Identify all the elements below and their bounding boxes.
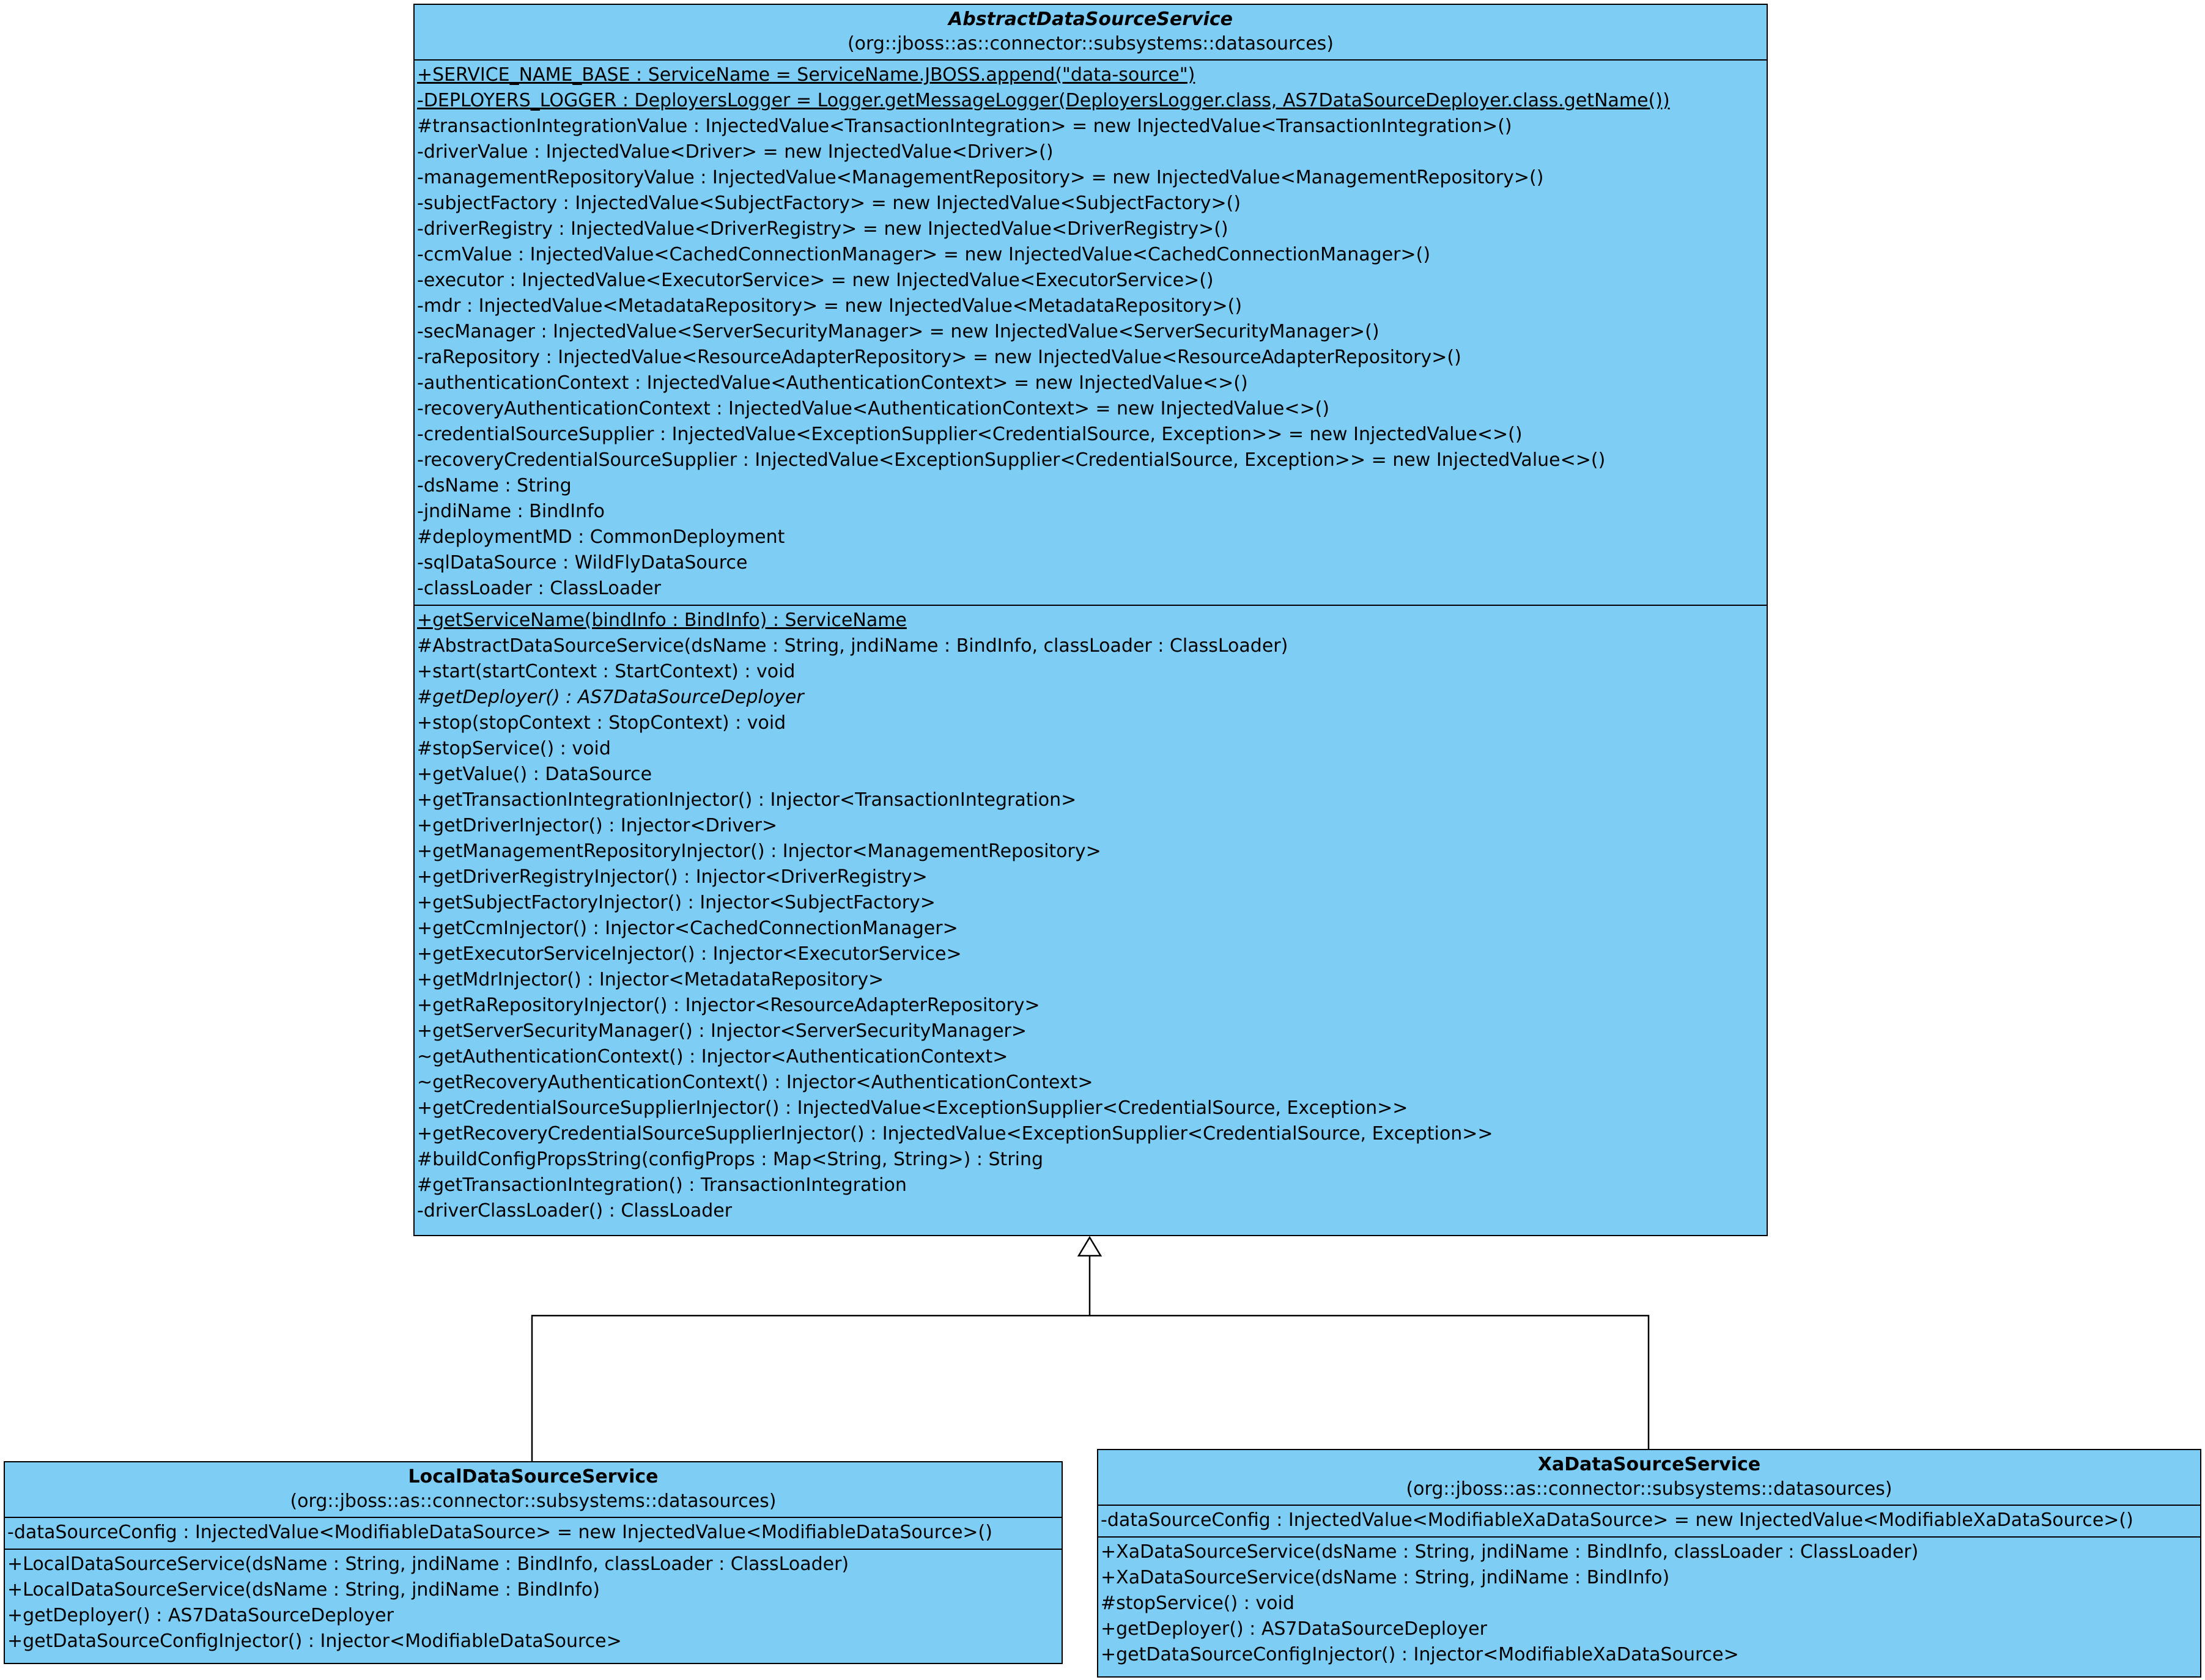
operation-row: +start(startContext : StartContext) : void [417, 661, 796, 682]
operation-row: #stopService() : void [1101, 1593, 1295, 1614]
operation-row: +getServiceName(bindInfo : BindInfo) : ServiceName [417, 610, 907, 631]
class-abstract-data-source-service[interactable] [413, 4, 1768, 1236]
attribute-row: #deploymentMD : CommonDeployment [417, 526, 785, 548]
operation-row: +getSubjectFactoryInjector() : Injector<SubjectFactory> [417, 892, 936, 913]
operation-row: +getDriverInjector() : Injector<Driver> [417, 815, 778, 836]
generalization-line-local [532, 1256, 1090, 1461]
attribute-row: #transactionIntegrationValue : InjectedValue<TransactionIntegration> = new InjectedValue<TransactionIntegration>() [417, 116, 1512, 137]
operation-row: +getTransactionIntegrationInjector() : Injector<TransactionIntegration> [417, 789, 1077, 811]
operation-row: #getTransactionIntegration() : TransactionIntegration [417, 1174, 907, 1196]
operations-compartment [415, 606, 1767, 1227]
operation-row: +stop(stopContext : StopContext) : void [417, 712, 786, 734]
operation-row: +getDeployer() : AS7DataSourceDeployer [7, 1605, 394, 1626]
class-local-data-source-service[interactable] [4, 1461, 1063, 1664]
attribute-row: -jndiName : BindInfo [417, 501, 605, 522]
attributes-compartment [415, 61, 1767, 606]
class-header [415, 5, 1767, 61]
class-package: (org::jboss::as::connector::subsystems::datasources) [847, 33, 1334, 54]
operation-row: +getDataSourceConfigInjector() : Injector<ModifiableXaDataSource> [1101, 1644, 1739, 1665]
operation-row: +getManagementRepositoryInjector() : Injector<ManagementRepository> [417, 841, 1101, 862]
attribute-row: -subjectFactory : InjectedValue<SubjectFactory> = new InjectedValue<SubjectFactory>() [417, 193, 1241, 214]
attribute-row: -raRepository : InjectedValue<ResourceAdapterRepository> = new InjectedValue<ResourceAdapterRepository>() [417, 347, 1461, 368]
class-name: LocalDataSourceService [408, 1466, 659, 1487]
operation-row: -driverClassLoader() : ClassLoader [417, 1200, 733, 1221]
operation-row: +XaDataSourceService(dsName : String, jndiName : BindInfo, classLoader : ClassLoader) [1101, 1541, 1919, 1563]
attributes-compartment [1098, 1506, 2200, 1538]
operations-compartment [1098, 1538, 2200, 1671]
operation-row: +getCredentialSourceSupplierInjector() : InjectedValue<ExceptionSupplier<CredentialSource, Exception>> [417, 1097, 1408, 1119]
attribute-row: -DEPLOYERS_LOGGER : DeployersLogger = Logger.getMessageLogger(DeployersLogger.class, AS7DataSourceDeployer.class.getName()) [417, 90, 1670, 111]
operation-row: #AbstractDataSourceService(dsName : String, jndiName : BindInfo, classLoader : ClassLoader) [417, 635, 1288, 657]
attribute-row: -dataSourceConfig : InjectedValue<ModifiableDataSource> = new InjectedValue<ModifiableDataSource>() [7, 1522, 992, 1543]
class-package: (org::jboss::as::connector::subsystems::datasources) [1406, 1478, 1893, 1500]
operation-row: +LocalDataSourceService(dsName : String, jndiName : BindInfo) [7, 1579, 600, 1601]
attribute-row: -executor : InjectedValue<ExecutorService> = new InjectedValue<ExecutorService>() [417, 270, 1214, 291]
operation-row: +getDataSourceConfigInjector() : Injector<ModifiableDataSource> [7, 1630, 622, 1652]
class-header [5, 1462, 1062, 1518]
operations-compartment [5, 1550, 1062, 1657]
attribute-row: -managementRepositoryValue : InjectedValue<ManagementRepository> = new InjectedValue<ManagementRepository>() [417, 167, 1544, 188]
generalization-arrowhead [1079, 1237, 1101, 1256]
operation-row: +XaDataSourceService(dsName : String, jndiName : BindInfo) [1101, 1567, 1670, 1588]
operation-row: #stopService() : void [417, 738, 611, 759]
attributes-compartment [5, 1518, 1062, 1550]
operation-row: #buildConfigPropsString(configProps : Map<String, String>) : String [417, 1149, 1044, 1170]
attribute-row: -dataSourceConfig : InjectedValue<ModifiableXaDataSource> = new InjectedValue<ModifiableXaDataSource>() [1101, 1509, 2133, 1531]
attribute-row: -ccmValue : InjectedValue<CachedConnectionManager> = new InjectedValue<CachedConnectionManager>() [417, 244, 1431, 265]
operation-row: +getCcmInjector() : Injector<CachedConnectionManager> [417, 918, 958, 939]
attribute-row: -driverValue : InjectedValue<Driver> = new InjectedValue<Driver>() [417, 141, 1054, 163]
operation-row: +getServerSecurityManager() : Injector<ServerSecurityManager> [417, 1020, 1027, 1042]
attribute-row: -sqlDataSource : WildFlyDataSource [417, 552, 748, 573]
attribute-row: -credentialSourceSupplier : InjectedValue<ExceptionSupplier<CredentialSource, Exception>> = new InjectedValue<>() [417, 424, 1523, 445]
attribute-row: -mdr : InjectedValue<MetadataRepository> = new InjectedValue<MetadataRepository>() [417, 295, 1243, 317]
class-xa-data-source-service[interactable] [1097, 1449, 2201, 1678]
attribute-row: -recoveryCredentialSourceSupplier : InjectedValue<ExceptionSupplier<CredentialSource, Exception>> = new InjectedValue<>() [417, 449, 1606, 471]
class-name: AbstractDataSourceService [948, 9, 1233, 30]
attribute-row: -authenticationContext : InjectedValue<AuthenticationContext> = new InjectedValue<>() [417, 372, 1248, 394]
operation-row: #getDeployer() : AS7DataSourceDeployer [417, 687, 804, 708]
class-name: XaDataSourceService [1537, 1454, 1761, 1475]
operation-row: +LocalDataSourceService(dsName : String, jndiName : BindInfo, classLoader : ClassLoader) [7, 1553, 849, 1575]
attribute-row: -dsName : String [417, 475, 572, 496]
operation-row: +getMdrInjector() : Injector<MetadataRepository> [417, 969, 884, 990]
operation-row: ~getRecoveryAuthenticationContext() : Injector<AuthenticationContext> [417, 1072, 1093, 1093]
operation-row: +getValue() : DataSource [417, 764, 652, 785]
attribute-row: -driverRegistry : InjectedValue<DriverRegistry> = new InjectedValue<DriverRegistry>() [417, 218, 1228, 240]
operation-row: +getExecutorServiceInjector() : Injector<ExecutorService> [417, 943, 962, 965]
generalization-line-xa [1090, 1316, 1649, 1449]
attribute-row: +SERVICE_NAME_BASE : ServiceName = ServiceName.JBOSS.append("data-source") [417, 64, 1195, 86]
operation-row: +getDeployer() : AS7DataSourceDeployer [1101, 1618, 1487, 1640]
operation-row: +getDriverRegistryInjector() : Injector<DriverRegistry> [417, 866, 928, 888]
operation-row: +getRecoveryCredentialSourceSupplierInjector() : InjectedValue<ExceptionSupplier<CredentialSource, Exception>> [417, 1123, 1493, 1144]
operation-row: +getRaRepositoryInjector() : Injector<ResourceAdapterRepository> [417, 995, 1040, 1016]
operation-row: ~getAuthenticationContext() : Injector<AuthenticationContext> [417, 1046, 1008, 1067]
attribute-row: -secManager : InjectedValue<ServerSecurityManager> = new InjectedValue<ServerSecurityManager>() [417, 321, 1380, 342]
attribute-row: -classLoader : ClassLoader [417, 578, 661, 599]
class-header [1098, 1450, 2200, 1506]
attribute-row: -recoveryAuthenticationContext : InjectedValue<AuthenticationContext> = new InjectedValue<>() [417, 398, 1330, 419]
class-package: (org::jboss::as::connector::subsystems::datasources) [290, 1490, 777, 1512]
